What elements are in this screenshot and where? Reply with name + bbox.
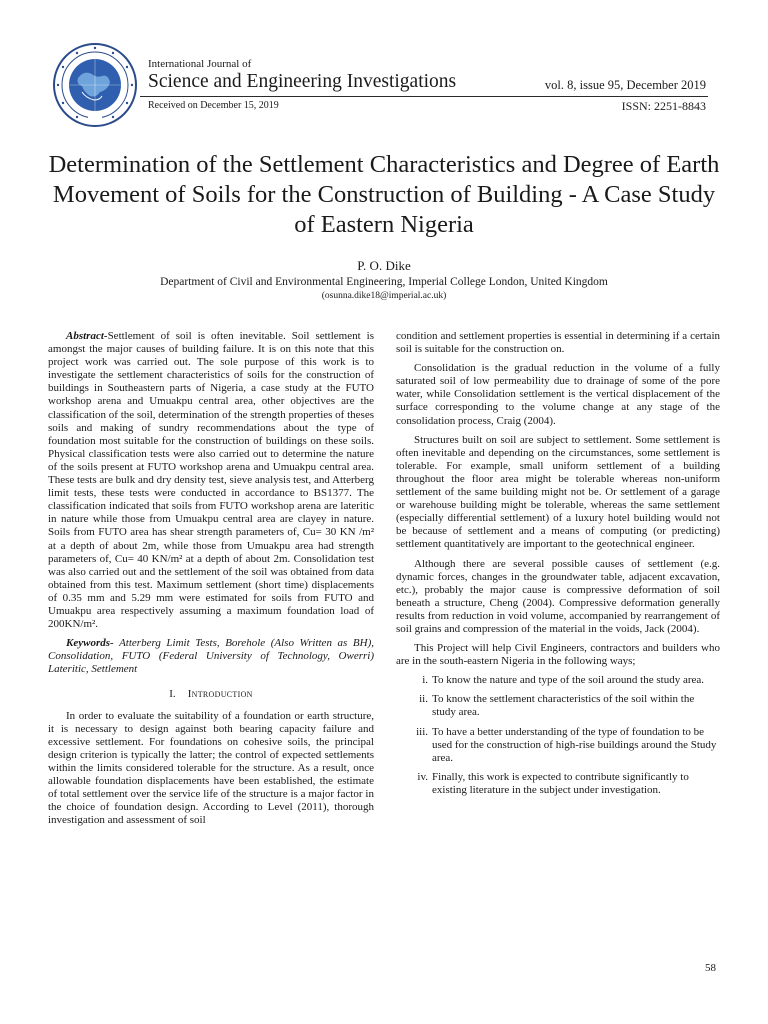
issn: ISSN: 2251-8843 (621, 99, 706, 113)
list-marker: i. (422, 674, 428, 687)
abstract (48, 330, 374, 631)
section-title: Introduction (187, 688, 253, 701)
list-item-text: To know the settlement characteristics of the soil within the study area. (432, 693, 695, 719)
right-column (396, 330, 720, 803)
volume-info: vol. 8, issue 95, December 2019 (544, 78, 706, 92)
body-paragraph: Although there are several possible causes of settlement (e.g. dynamic forces, changes in the groundwater table, adjacent excavation, etc.), probably the major cause is compressive deformation of soil beneath a structure, Cheng (2004). Compressive deformation generally results from reduction in void volume, accompanied by rearrangement of soil grains and compression of the material in the voids, Jack (2004). (396, 557, 720, 635)
list-item-text: To have a better understanding of the type of foundation to be used for the construction of high-rise buildings around the Study area. (432, 725, 717, 764)
list-item (396, 693, 720, 719)
abstract-label: Abstract- (66, 330, 108, 342)
journal-seal-icon (52, 42, 138, 128)
objectives-list (396, 674, 720, 797)
list-item-text: To know the nature and type of the soil around the study area. (432, 674, 705, 687)
author-name: P. O. Dike (357, 258, 411, 273)
left-column (48, 330, 374, 833)
list-item (396, 726, 720, 765)
paper-title: Determination of the Settlement Characteristics and Degree of Earth Movement of Soils for the Construction of Building - A Case Study of Eastern Nigeria (48, 151, 720, 238)
keywords-text: Atterberg Limit Tests, Borehole (Also Written as BH), Consolidation, FUTO (Federal University of Technology, Owerri) Lateritic, Settlement (48, 637, 374, 676)
list-marker: ii. (419, 693, 428, 706)
section-number: I. (169, 688, 176, 701)
intro-paragraph: In order to evaluate the suitability of a foundation or earth structure, it is necessary to design against both bearing capacity failure and excessive settlement. For foundations on cohesive soils, the principal design criterion is typically the latter; the control of expected settlements within the limits considered tolerable for the structure. As a result, once allowable foundation displacements have been established, the estimate of total settlement over the service life of the structure is a major factor in the choice of foundation design. According to Level (2011), thorough investigation and assessment of soil (48, 709, 374, 827)
journal-header (0, 0, 768, 120)
author-affiliation: Department of Civil and Environmental Engineering, Imperial College London, United Kingdom (160, 276, 608, 288)
journal-name: Science and Engineering Investigations (148, 71, 457, 92)
author-email: (osunna.dike18@imperial.ac.uk) (321, 291, 447, 301)
list-marker: iv. (417, 770, 428, 783)
list-item (396, 771, 720, 797)
body-paragraph: This Project will help Civil Engineers, contractors and builders who are in the south-eastern Nigeria in the following ways; (396, 642, 720, 668)
section-heading-introduction (48, 688, 374, 701)
list-item (396, 674, 720, 687)
keywords (48, 637, 374, 676)
journal-prefix: International Journal of (148, 58, 252, 70)
keywords-label: Keywords- (66, 637, 114, 650)
header-rule (140, 96, 708, 97)
list-item-text: Finally, this work is expected to contribute significantly to existing literature in the subject under investigation. (432, 770, 689, 796)
intro-paragraph-continued: condition and settlement properties is essential in determining if a certain soil is suitable for the construction on. (396, 330, 720, 356)
page-number: 58 (705, 962, 716, 974)
body-paragraph: Structures built on soil are subject to settlement. Some settlement is often inevitable and depending on the circumstances, some settlement is tolerable. For example, small uniform settlement of a building throughout the floor area might be tolerable whereas non-uniform settlement of the same building might not be. Or settlement of a garage or warehouse building might be tolerable, whereas the same settlement (especially differential settlement) of a luxury hotel building would not be because of settlement and a means of computing (or predicting) settlement quantitatively are important to the geotechnical engineer. (396, 433, 720, 551)
abstract-text: Settlement of soil is often inevitable. Soil settlement is amongst the major causes of building failure. It is on this note that this project work was carried out. The sole purpose of this work is to investigate the settlement characteristics of soils for the construction of buildings in Southeastern parts of Nigeria, a case study at the FUTO workshop arena and Umuakpu central area, other objectives are the classification of the soil, determination of the strength properties of theses soils and making of sundry recommendations about the type of foundation most suitable for the construction of buildings on these soils. Physical classification tests were also carried out to determine the nature of the soils present at FUTO workshop arena and Umuakpu central area. These tests are bulk and dry density test, sieve analysis test, and Atterberg limit tests, these tests were conducted in accordance to BS1377. The classification indicated that soils from FUTO workshop arena are lateritic in nature while those from Umuakpu central area are clayey in nature. Soils from FUTO area has shear strength parameters of, Cu= 30 KN /m² at a depth of about 2m, while those from Umuakpu area had strength parameters of, Cu= 40 KN/m² at a depth of about 2m. Consolidation test was also carried out and the settlement of the soil was obtained from data obtained from this test. Maximum settlement (short time) displacements of 0.35 mm and 5.29 mm were estimated for soils from FUTO and Umuakpu area respectively assuming a maximum foundation load of 200KN/m². (48, 330, 374, 631)
list-marker: iii. (416, 725, 428, 738)
received-date: Received on December 15, 2019 (148, 100, 279, 111)
body-paragraph: Consolidation is the gradual reduction in the volume of a fully saturated soil of low permeability due to drainage of some of the pore water, while Consolidation settlement is the vertical displacement of the surface corresponding to the volume change at any stage of the consolidation process, Craig (2004). (396, 362, 720, 427)
